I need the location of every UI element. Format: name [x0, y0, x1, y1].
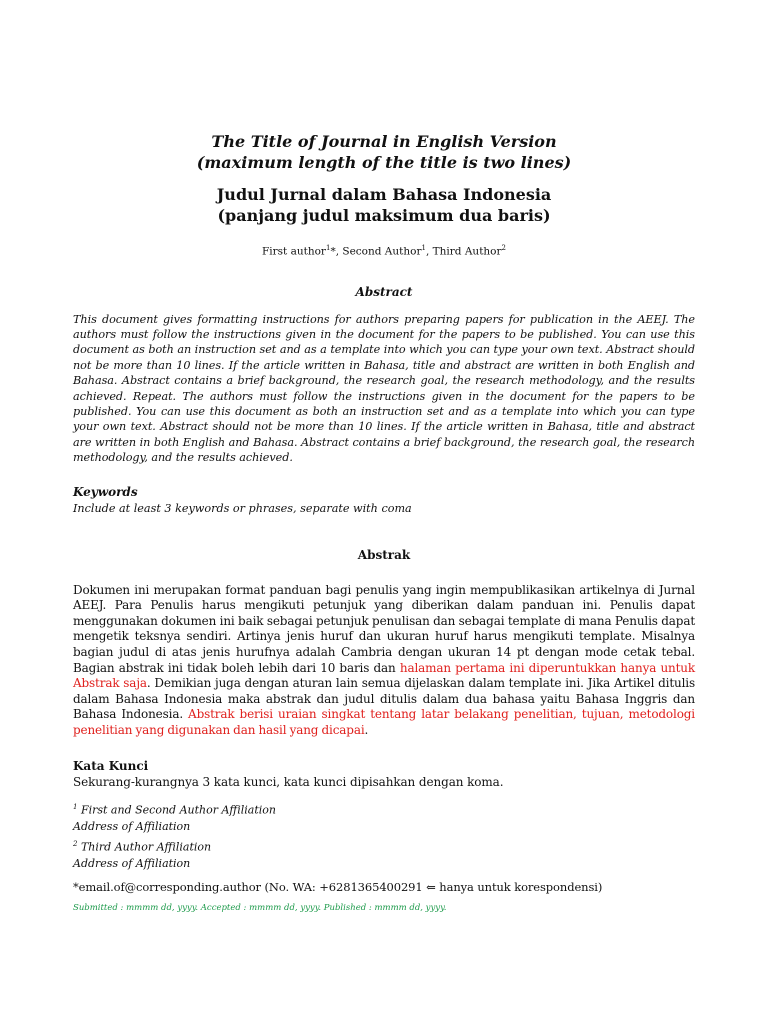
first-author: First author: [262, 245, 326, 258]
abstrak-text-part2: . Demikian juga dengan aturan lain semua dijelaskan dalam template ini. Jika Artikel ditulis dalam Bahasa Indonesia maka abstrak dan judul ditulis dalam dua bahasa yaitu Bahasa Inggris dan Bahasa Indonesia.: [73, 676, 695, 722]
third-author: Third Author: [432, 245, 502, 258]
author-list: [73, 241, 695, 259]
abstrak-highlight-2: Abstrak berisi uraian singkat tentang latar belakang penelitian, tujuan, metodologi penelitian yang digunakan dan hasil yang dicapai: [73, 707, 695, 737]
affiliation-2-mark: 2: [73, 840, 78, 849]
kata-kunci-body: Sekurang-kurangnya 3 kata kunci, kata kunci dipisahkan dengan koma.: [73, 774, 504, 789]
kata-kunci-heading: Kata Kunci: [73, 758, 149, 773]
title-english-line1: The Title of Journal in English Version: [211, 132, 557, 151]
corresponding-mark: *: [330, 245, 336, 258]
author-separator: ,: [335, 245, 343, 258]
abstrak-text-part1: Dokumen ini merupakan format panduan bagi penulis yang ingin mempublikasikan artikelnya di Jurnal AEEJ. Para Penulis harus mengikuti petunjuk yang diberikan dalam panduan ini. Penulis dapat menggunakan dokumen ini baik sebagai petunjuk penulisan dan sebagai template di mana Penulis dapat mengetik teksnya sendiri. Artinya jenis huruf dan ukuran huruf harus mengikuti template. Misalnya bagian judul di atas jenis hurufnya adalah Cambria dengan ukuran 14 pt dengan mode cetak tebal. Bagian abstrak ini tidak boleh lebih dari 10 baris dan: [73, 582, 695, 675]
abstract-body: This document gives formatting instructions for authors preparing papers for publication in the AEEJ. The authors must follow the instructions given in the document for the papers to be published. You can use this document as both an instruction set and as a template into which you can type your own text. Abstract should not be more than 10 lines. If the article written in Bahasa, title and abstract are written in both English and Bahasa. Abstract contains a brief background, the research goal, the research methodology, and the results achieved. Repeat. The authors must follow the instructions given in the document for the papers to be published. You can use this document as both an instruction set and as a template into which you can type your own text. Abstract should not be more than 10 lines. If the article written in Bahasa, title and abstract are written in both English and Bahasa. Abstract contains a brief background, the research goal, the research methodology, and the results achieved.: [73, 312, 695, 465]
second-author: Second Author: [342, 245, 422, 258]
affiliation-1: [73, 800, 695, 818]
first-author-affiliation-mark: 1: [325, 244, 331, 252]
author-separator: ,: [425, 245, 433, 258]
corresponding-email: *email.of@corresponding.author (No. WA: +6281365400291 ⇐ hanya untuk korespondensi): [73, 879, 603, 894]
affiliation-1-mark: 1: [73, 802, 78, 811]
keywords-heading: Keywords: [73, 484, 138, 499]
title-indonesian: [73, 184, 695, 226]
affiliation-1-name: First and Second Author Affiliation: [77, 803, 276, 817]
title-indonesian-line1: Judul Jurnal dalam Bahasa Indonesia: [216, 185, 552, 204]
keywords-body: Include at least 3 keywords or phrases, separate with coma: [73, 501, 412, 515]
document-page: [73, 0, 695, 914]
affiliation-1-address: Address of Affiliation: [73, 820, 191, 834]
abstrak-heading: Abstrak: [357, 547, 411, 562]
abstrak-highlight-1: halaman pertama ini diperuntukkan hanya untuk Abstrak saja: [73, 660, 695, 691]
third-author-affiliation-mark: 2: [501, 244, 506, 252]
abstrak-text-part3: .: [364, 722, 369, 737]
title-indonesian-line2: (panjang judul maksimum dua baris): [217, 206, 551, 225]
title-english-line2: (maximum length of the title is two lines): [196, 153, 572, 172]
submission-dates: Submitted : mmmm dd, yyyy. Accepted : mmmm dd, yyyy. Published : mmmm dd, yyyy.: [73, 902, 447, 913]
title-english: [73, 131, 695, 173]
affiliation-2-address: Address of Affiliation: [73, 856, 191, 870]
abstrak-body: [73, 583, 695, 739]
affiliation-2: [73, 837, 695, 855]
second-author-affiliation-mark: 1: [421, 244, 426, 252]
abstract-heading: Abstract: [355, 284, 413, 299]
affiliation-2-name: Third Author Affiliation: [77, 840, 212, 854]
